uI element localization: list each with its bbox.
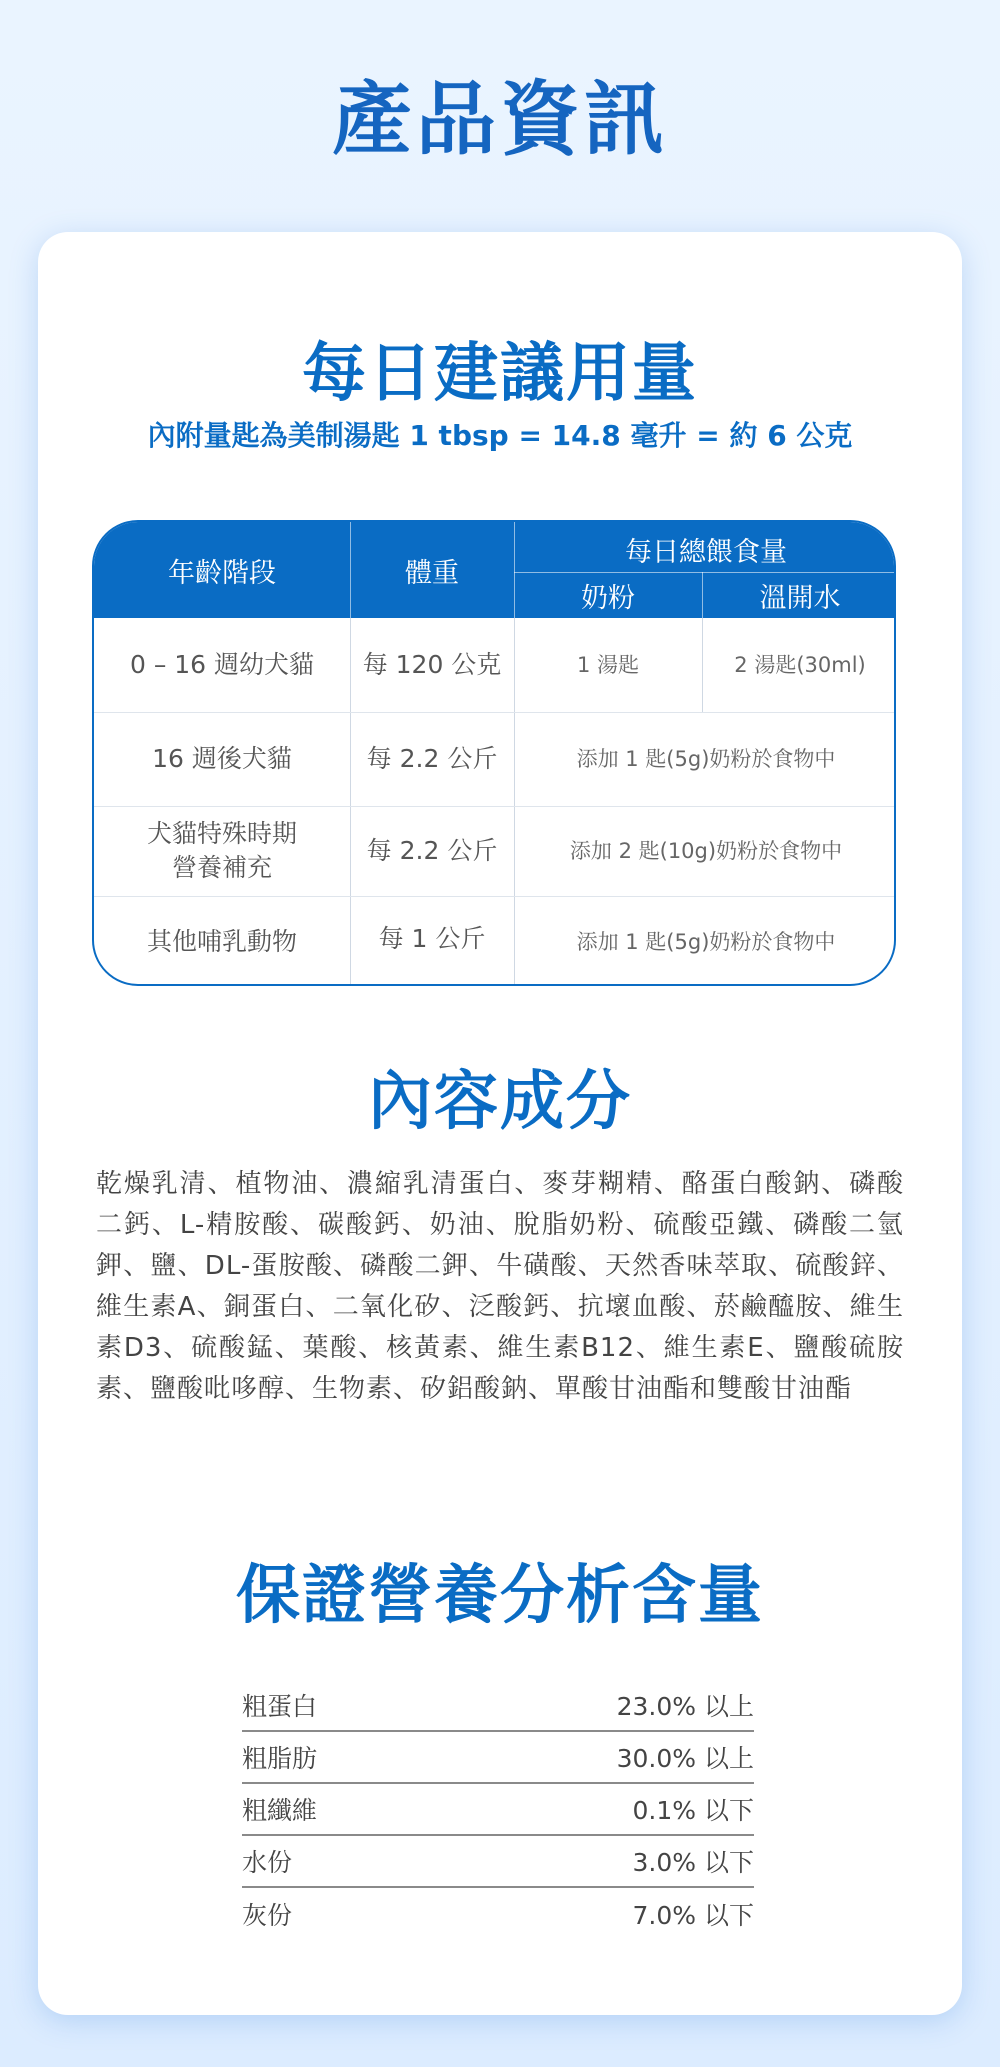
row2-weight: 每 2.2 公斤 — [366, 744, 498, 773]
nutrient-value: 0.1% 以下 — [632, 1796, 754, 1825]
ingredients-title: 內容成分 — [368, 1065, 632, 1139]
analysis-row — [242, 1784, 754, 1836]
row1-age: 0 – 16 週幼犬貓 — [129, 650, 315, 679]
feeding-table — [92, 520, 896, 986]
dosage-title: 每日建議用量 — [302, 337, 698, 411]
header-divider — [514, 572, 896, 573]
nutrient-value: 30.0% 以上 — [616, 1744, 754, 1773]
product-info-card — [38, 232, 962, 2015]
analysis-row — [242, 1888, 754, 1940]
analysis-list — [242, 1680, 754, 1940]
nutrient-name: 粗蛋白 — [242, 1692, 318, 1721]
analysis-row — [242, 1836, 754, 1888]
row1-milk-powder: 1 湯匙 — [576, 653, 640, 677]
header-divider — [350, 522, 351, 618]
analysis-row — [242, 1680, 754, 1732]
nutrient-value: 23.0% 以上 — [616, 1692, 754, 1721]
header-daily-total: 每日總餵食量 — [514, 522, 896, 572]
row1-weight: 每 120 公克 — [362, 650, 502, 679]
nutrient-name: 粗纖維 — [242, 1796, 318, 1825]
header-warm-water: 溫開水 — [702, 572, 896, 618]
nutrient-value: 3.0% 以下 — [632, 1848, 754, 1877]
header-milk-powder: 奶粉 — [514, 572, 702, 618]
row4-weight: 每 1 公斤 — [378, 924, 486, 953]
header-weight: 體重 — [350, 522, 514, 618]
row3-age-line2: 營養補充 — [171, 853, 272, 882]
analysis-title: 保證營養分析含量 — [236, 1559, 764, 1633]
row3-amount: 添加 2 匙(10g)奶粉於食物中 — [569, 839, 843, 863]
row4-amount: 添加 1 匙(5g)奶粉於食物中 — [576, 930, 836, 954]
analysis-row — [242, 1732, 754, 1784]
row1-warm-water: 2 湯匙(30ml) — [734, 653, 866, 677]
row3-weight: 每 2.2 公斤 — [366, 836, 498, 865]
header-age: 年齡階段 — [94, 522, 350, 618]
row3-age-line1: 犬貓特殊時期 — [146, 819, 297, 848]
ingredients-text: 乾燥乳清、植物油、濃縮乳清蛋白、麥芽糊精、酪蛋白酸鈉、磷酸二鈣、L-精胺酸、碳酸鈣、奶油、脫脂奶粉、硫酸亞鐵、磷酸二氫鉀、鹽、DL-蛋胺酸、磷酸二鉀、牛磺酸、天然香味萃取、硫酸鋅、維生素A、銅蛋白、二氧化矽、泛酸鈣、抗壞血酸、菸鹼醯胺、維生素D3、硫酸錳、葉酸、核黃素、維生素B12、維生素E、鹽酸硫胺素、鹽酸吡哆醇、生物素、矽鋁酸鈉、單酸甘油酯和雙酸甘油酯 — [96, 1169, 904, 1404]
dosage-subtitle: 內附量匙為美制湯匙 1 tbsp = 14.8 毫升 = 約 6 公克 — [147, 419, 853, 452]
header-divider — [514, 522, 515, 618]
nutrient-name: 粗脂肪 — [242, 1744, 318, 1773]
nutrient-name: 灰份 — [242, 1901, 293, 1930]
header-divider — [702, 572, 703, 618]
row3-age — [94, 806, 350, 896]
page-title: 產品資訊 — [332, 73, 668, 166]
row2-amount: 添加 1 匙(5g)奶粉於食物中 — [576, 747, 836, 771]
row2-age: 16 週後犬貓 — [152, 744, 292, 773]
nutrient-value: 7.0% 以下 — [632, 1901, 754, 1930]
nutrient-name: 水份 — [242, 1848, 293, 1877]
row4-age: 其他哺乳動物 — [146, 927, 297, 956]
